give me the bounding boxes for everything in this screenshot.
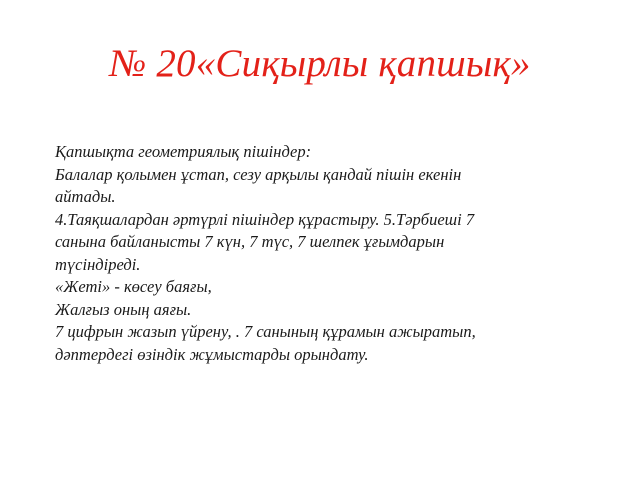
- slide-title: № 20«Сиқырлы қапшық»: [109, 42, 531, 85]
- poem-line: Жалғыз оның аяғы.: [55, 299, 192, 319]
- body-line: 4.Таяқшалардан әртүрлі пішіндер құрастыру. 5.Тәрбиеші 7: [55, 209, 475, 229]
- poem-line: «Жеті» - көсеу баяғы,: [55, 277, 212, 296]
- body-line: 7 цифрын жазып үйрену, . 7 санының құрамын ажыратып,: [55, 322, 476, 341]
- slide-body: [55, 141, 585, 366]
- body-line: дәптердегі өзіндік жұмыстарды орындату.: [55, 344, 369, 364]
- body-line: санына байланысты 7 күн, 7 түс, 7 шелпек ұғымдарын: [55, 232, 445, 251]
- body-line: Балалар қолымен ұстап, сезу арқылы қандай пішін екенін: [55, 164, 462, 184]
- body-line: түсіндіреді.: [55, 254, 141, 274]
- body-line-heading: Қапшықта геометриялық пішіндер:: [55, 142, 312, 161]
- body-line: айтады.: [55, 187, 116, 206]
